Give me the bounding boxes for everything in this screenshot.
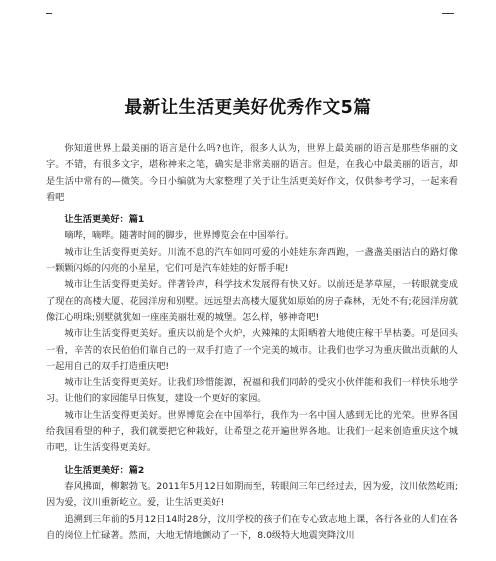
paragraph: 城市让生活变得更美好。川流不息的汽车如同可爱的小娃娃东奔西跑，一盏盏美丽洁白的路灯像一颗颗闪烁的闪亮的小星星，它们可是汽车娃娃的好帮手呢!: [46, 246, 458, 275]
paragraph: 嘀哔，嘀哔。随著时间的脚步，世界博览会在中国举行。: [64, 230, 295, 242]
document-title: 最新让生活更美好优秀作文5篇: [124, 98, 372, 118]
paragraph: 城市让生活变得更美好。伴著铃声，科学技术发展得有快又好。以前还是茅草屋，一转眼就变成了现在的高楼大厦、花园洋房和别墅。远远望去高楼大厦犹如原始的房子森林，无处不有;花园洋房就像江心明珠;别墅就犹如一座座美丽壮观的城堡。怎么样，够神奇吧!: [46, 279, 458, 323]
paragraph: 城市让生活变得更美好。重庆以前是个火炉，火辣辣的太阳晒着大地使庄稼干旱枯萎。可是回头一看，辛苦的农民伯伯们靠自己的一双手打造了一个完美的城市。让我们也学习为重庆做出贡献的人一起用自己的双手打造重庆吧!: [46, 328, 458, 372]
paragraph: 城市让生活变得更美好。让我们珍惜能源，祝福和我们同龄的受灾小伙伴能和我们一样快乐地学习。让他们的家园能早日恢复，建设一个更好的家园。: [46, 377, 458, 405]
section-heading-1: 让生活更美好：篇1: [64, 214, 145, 226]
intro-paragraph: 你知道世界上最美丽的语言是什么吗?也许，很多人认为，世界上最美丽的语言是那些华丽的文字。不错，有很多文字，堪称神来之笔，确实是非常美丽的语言。但是，在我心中最美丽的语言，却是生活中常有的—微笑。今日小编就为大家整理了关于让生活更美好作文，仅供参考学习，一起来看看吧: [46, 143, 458, 203]
paragraph: 追溯到三年前的5月12日14时28分，汶川学校的孩子们在专心致志地上课，各行各业的人们在各自的岗位上忙碌著。然而，大地无情地颤动了一下，8.0级特大地震突降汶川: [46, 513, 458, 541]
document-body: [46, 141, 458, 544]
section-heading-2: 让生活更美好：篇2: [64, 464, 145, 476]
paragraph: 城市让生活变得更美好。世界博览会在中国举行，我作为一名中国人感到无比的光荣。世界各国给我国看望的种子，我们就要把它种栽好，让希望之花开遍世界各地。让我们一起来创造重庆这个城市吧，让生活变得更美好。: [46, 409, 458, 454]
paragraph: 春风拂面，柳絮勃飞。2011年5月12日如期而至，转眼间三年已经过去，因为爱，汶川依然屹雨;因为爱，汶川重新屹立。爱，让生活更美好!: [46, 480, 458, 509]
header-rule-left: [46, 13, 52, 14]
header-rule-right: [442, 13, 454, 14]
